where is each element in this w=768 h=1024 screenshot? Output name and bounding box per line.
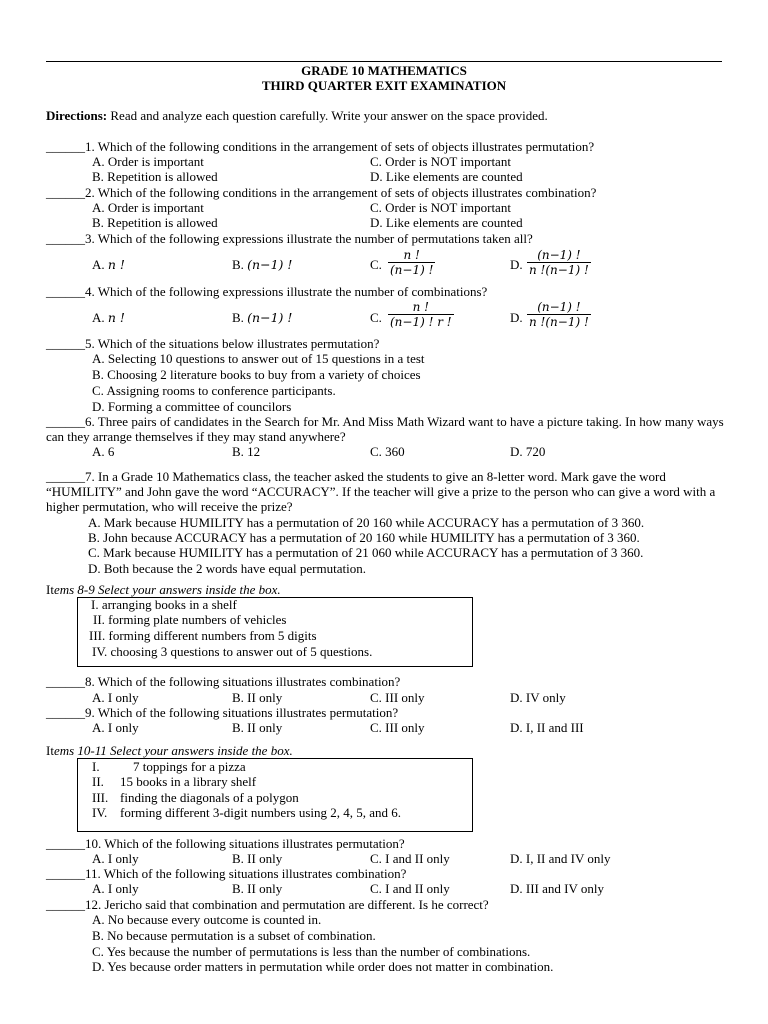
question-3: ______3. Which of the following expressions illustrate the number of permutations taken all? <box>46 231 533 246</box>
q1-option-b: B. Repetition is allowed <box>92 169 218 184</box>
question-8: ______8. Which of the following situations illustrates combination? <box>46 674 401 689</box>
q5-option-a: A. Selecting 10 questions to answer out of 15 questions in a test <box>92 351 425 366</box>
title-line-2: THIRD QUARTER EXIT EXAMINATION <box>261 78 507 93</box>
q2-option-b: B. Repetition is allowed <box>92 215 218 230</box>
q6-option-c: C. 360 <box>370 444 405 459</box>
q4-option-c-label: C. <box>370 310 382 325</box>
q9-option-d: D. I, II and III <box>510 720 584 735</box>
question-9: ______9. Which of the following situations illustrates permutation? <box>46 705 399 720</box>
q2-option-a: A. Order is important <box>92 200 204 215</box>
q3-option-d-fraction: $\frac{(n-1) !}{n !(n-1) !}$ <box>529 248 589 277</box>
question-2: ______2. Which of the following conditions in the arrangement of sets of objects illustrates combination? <box>46 185 597 200</box>
q4-option-b: B. (n−1) ! <box>232 310 293 325</box>
directions-label: Directions: <box>46 108 108 123</box>
question-12: ______12. Jericho said that combination and permutation are different. Is he correct? <box>46 897 489 912</box>
question-1: ______1. Which of the following conditions in the arrangement of sets of objects illustrates permutation? <box>46 139 595 154</box>
box2-item-1-num: I. <box>92 759 100 774</box>
q2-option-c: C. Order is NOT important <box>370 200 511 215</box>
q9-option-b: B. II only <box>232 720 283 735</box>
q7-option-d: D. Both because the 2 words have equal permutation. <box>88 561 366 576</box>
box1-item-4: IV. choosing 3 questions to answer out of 5 questions. <box>92 644 373 659</box>
box1-item-3: III. forming different numbers from 5 digits <box>89 628 317 643</box>
q6-option-b: B. 12 <box>232 444 261 459</box>
question-11: ______11. Which of the following situations illustrates combination? <box>46 866 407 881</box>
q12-option-c: C. Yes because the number of permutations is less than the number of combinations. <box>92 944 531 959</box>
q12-option-d: D. Yes because order matters in permutation while order does not matter in combination. <box>92 959 554 974</box>
q3-option-b: B. (n−1) ! <box>232 257 293 272</box>
q4-option-c-fraction: $\frac{n !}{(n-1) ! r !}$ <box>390 300 452 329</box>
q1-option-a: A. Order is important <box>92 154 204 169</box>
question-6: ______6. Three pairs of candidates in the Search for Mr. And Miss Math Wizard want to have a picture taking. In how many ways can they arrange themselves if they may stand anywhere? <box>46 414 724 444</box>
q6-option-a: A. 6 <box>92 444 115 459</box>
directions-text: Read and analyze each question carefully. Write your answer on the space provided. <box>107 108 548 123</box>
q8-option-d: D. IV only <box>510 690 566 705</box>
box2-item-4-num: IV. <box>92 805 108 820</box>
q7-option-c: C. Mark because HUMILITY has a permutation of 21 060 while ACCURACY has a permutation of 3 360. <box>88 545 644 560</box>
q3-option-d-label: D. <box>510 257 523 272</box>
q3-option-c-fraction: $\frac{n !}{(n-1) !}$ <box>390 248 434 277</box>
title-line-1: GRADE 10 MATHEMATICS <box>301 63 467 78</box>
q3-option-c-label: C. <box>370 257 382 272</box>
question-7: ______7. In a Grade 10 Mathematics class, the teacher asked the students to give an 8-letter word. Mark gave the word “HUMILITY” and John gave the word “ACCURACY”. If the teacher will give a prize to the person who can give a word with a higher permutation, who will receive the prize? <box>46 469 716 514</box>
q11-option-a: A. I only <box>92 881 139 896</box>
top-rule <box>46 61 722 62</box>
q5-option-c: C. Assigning rooms to conference participants. <box>92 383 336 398</box>
q8-option-b: B. II only <box>232 690 283 705</box>
q10-option-a: A. I only <box>92 851 139 866</box>
box2-item-1: 7 toppings for a pizza <box>133 759 246 774</box>
q9-option-a: A. I only <box>92 720 139 735</box>
q9-option-c: C. III only <box>370 720 425 735</box>
box2-instruction: Items 10-11 Select your answers inside the box. <box>46 743 293 758</box>
q1-option-c: C. Order is NOT important <box>370 154 511 169</box>
q4-option-d-label: D. <box>510 310 523 325</box>
q2-option-d: D. Like elements are counted <box>370 215 523 230</box>
box2-item-2: 15 books in a library shelf <box>120 774 257 789</box>
box1-item-2: II. forming plate numbers of vehicles <box>93 612 287 627</box>
q5-option-b: B. Choosing 2 literature books to buy from a variety of choices <box>92 367 421 382</box>
box1-item-1: I. arranging books in a shelf <box>91 597 237 612</box>
q11-option-b: B. II only <box>232 881 283 896</box>
q10-option-d: D. I, II and IV only <box>510 851 611 866</box>
q12-option-b: B. No because permutation is a subset of combination. <box>92 928 376 943</box>
question-5: ______5. Which of the situations below illustrates permutation? <box>46 336 380 351</box>
q4-option-a: A. n ! <box>92 310 125 325</box>
q7-option-b: B. John because ACCURACY has a permutation of 20 160 while HUMILITY has a permutation of 3 360. <box>88 530 640 545</box>
q3-option-a: A. n ! <box>92 257 125 272</box>
box2-item-4: forming different 3-digit numbers using 2, 4, 5, and 6. <box>120 805 402 820</box>
q10-option-c: C. I and II only <box>370 851 450 866</box>
q11-option-d: D. III and IV only <box>510 881 604 896</box>
directions <box>46 108 548 123</box>
box1-instruction: Items 8-9 Select your answers inside the box. <box>46 582 281 597</box>
q8-option-c: C. III only <box>370 690 425 705</box>
box2-item-2-num: II. <box>92 774 104 789</box>
question-4: ______4. Which of the following expressions illustrate the number of combinations? <box>46 284 488 299</box>
q5-option-d: D. Forming a committee of councilors <box>92 399 292 414</box>
q8-option-a: A. I only <box>92 690 139 705</box>
question-10: ______10. Which of the following situations illustrates permutation? <box>46 836 405 851</box>
q11-option-c: C. I and II only <box>370 881 450 896</box>
q4-option-d-fraction: $\frac{(n-1) !}{n !(n-1) !}$ <box>529 300 589 329</box>
q1-option-d: D. Like elements are counted <box>370 169 523 184</box>
q7-option-a: A. Mark because HUMILITY has a permutation of 20 160 while ACCURACY has a permutation of 3 360. <box>88 515 645 530</box>
q6-option-d: D. 720 <box>510 444 546 459</box>
q12-option-a: A. No because every outcome is counted in. <box>92 912 322 927</box>
box2-item-3-num: III. <box>92 790 109 805</box>
q10-option-b: B. II only <box>232 851 283 866</box>
box2-item-3: finding the diagonals of a polygon <box>120 790 299 805</box>
